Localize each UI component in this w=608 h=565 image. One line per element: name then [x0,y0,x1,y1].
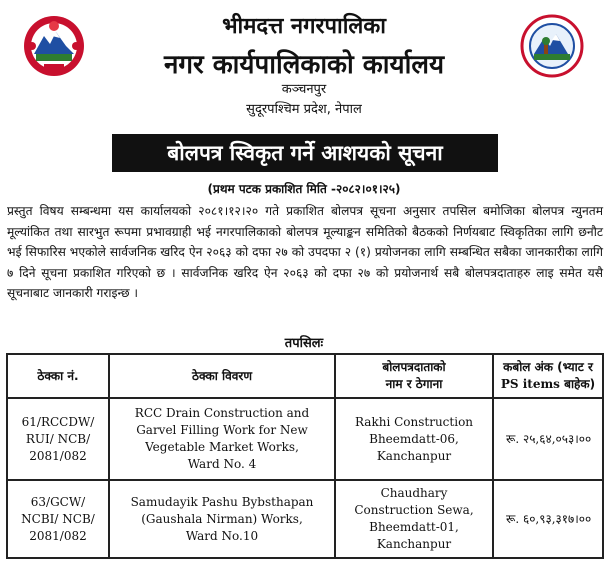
amount-cell: रू. ६०,९३,३१७।०० [493,480,603,558]
description-line: Ward No. 4 [187,457,257,471]
bidder-cell [335,398,493,480]
district-name: कञ्चनपुर [281,82,327,97]
contract-no-cell [7,480,109,558]
description-line: Samudayik Pashu Bybsthapan [130,494,314,509]
bidder-line: Bheemdatt-01, [369,520,459,534]
amount-header-line1: कबोल अंक (भ्याट र [503,360,593,374]
bidder-header-line2: नाम र ठेगाना [385,377,443,391]
contract-no-line: 2081/082 [29,448,87,463]
description-header: ठेक्का विवरण [109,354,335,398]
amount-cell: रू. २५,६४,०५३।०० [493,398,603,480]
notice-body: प्रस्तुत विषय सम्बन्धमा यस कार्यालयको २०८१।१२।२० गते प्रकाशित बोलपत्र सूचना अनुसार तपसिल बमोजिका बोलपत्र न्युनतम मूल्यांकित तथा सारभुत रूपमा प्रभावग्राही भई नगरपालिकाको बोलपत्र मूल्याङ्कन समितिको बैठकको निर्णयबाट स्विकृतिका लागि छनौट भई सिफारिस भएकोले सार्वजनिक खरिद ऐन २०६३ को दफा २७ को उपदफा २ (१) प्रयोजनका लागि सम्बन्धित सबैका जानकारीका लागि ७ दिने सूचना प्रकाशित गरिएको छ । सार्वजनिक खरिद ऐन २०६३ को दफा २७ को प्रयोजनार्थ सबै बोलपत्रदाताहरु लाइ समेत यसै सूचनाबाट जानकारी गराइन्छ । [7,204,603,301]
contract-no-line: NCBI/ NCB/ [21,511,95,526]
amount-header-line2: बाहेक) [564,377,596,391]
publication-date: (प्रथम पटक प्रकाशित मिति -२०८२।०१।२५) [207,182,401,196]
bidder-line: Chaudhary [380,486,448,500]
description-line: RCC Drain Construction and [134,406,310,420]
table-header-row [7,354,603,398]
bidder-line: Bheemdatt-06, [369,431,459,446]
bidder-header-line1: बोलपत्रदाताको [382,360,446,374]
bidder-line: Rakhi Construction [354,414,474,429]
contract-no-cell [7,398,109,480]
description-line: Garvel Filling Work for New [136,423,308,437]
contract-no-line: 63/GCW/ [30,494,86,509]
contract-no-header: ठेक्का नं. [7,354,109,398]
office-name: नगर कार्यपालिकाको कार्यालय [163,50,445,80]
notice-title: बोलपत्र स्विकृत गर्ने आशयको सूचना [112,134,498,172]
description-line: Ward No.10 [185,528,259,543]
bidder-header [335,354,493,398]
contract-table [6,353,604,559]
bidder-line: Kanchanpur [376,448,452,463]
table-row [7,480,603,558]
details-label: तपसिलः [284,336,324,351]
description-cell [109,480,335,558]
description-cell [109,398,335,480]
contract-no-line: 61/RCCDW/ [21,414,95,429]
municipality-name: भीमदत्त नगरपालिका [222,14,386,39]
contract-no-line: RUI/ NCB/ [25,431,91,446]
amount-header [493,354,603,398]
contract-no-line: 2081/082 [29,528,87,543]
bidder-line: Construction Sewa, [354,503,474,517]
bidder-line: Kanchanpur [376,537,452,551]
amount-header-ps: PS items [500,377,560,391]
description-line: Vegetable Market Works, [145,440,299,454]
table-row [7,398,603,480]
province-name: सुदूरपश्चिम प्रदेश, नेपाल [246,102,362,117]
bidder-cell [335,480,493,558]
description-line: (Gaushala Nirman) Works, [141,511,303,526]
